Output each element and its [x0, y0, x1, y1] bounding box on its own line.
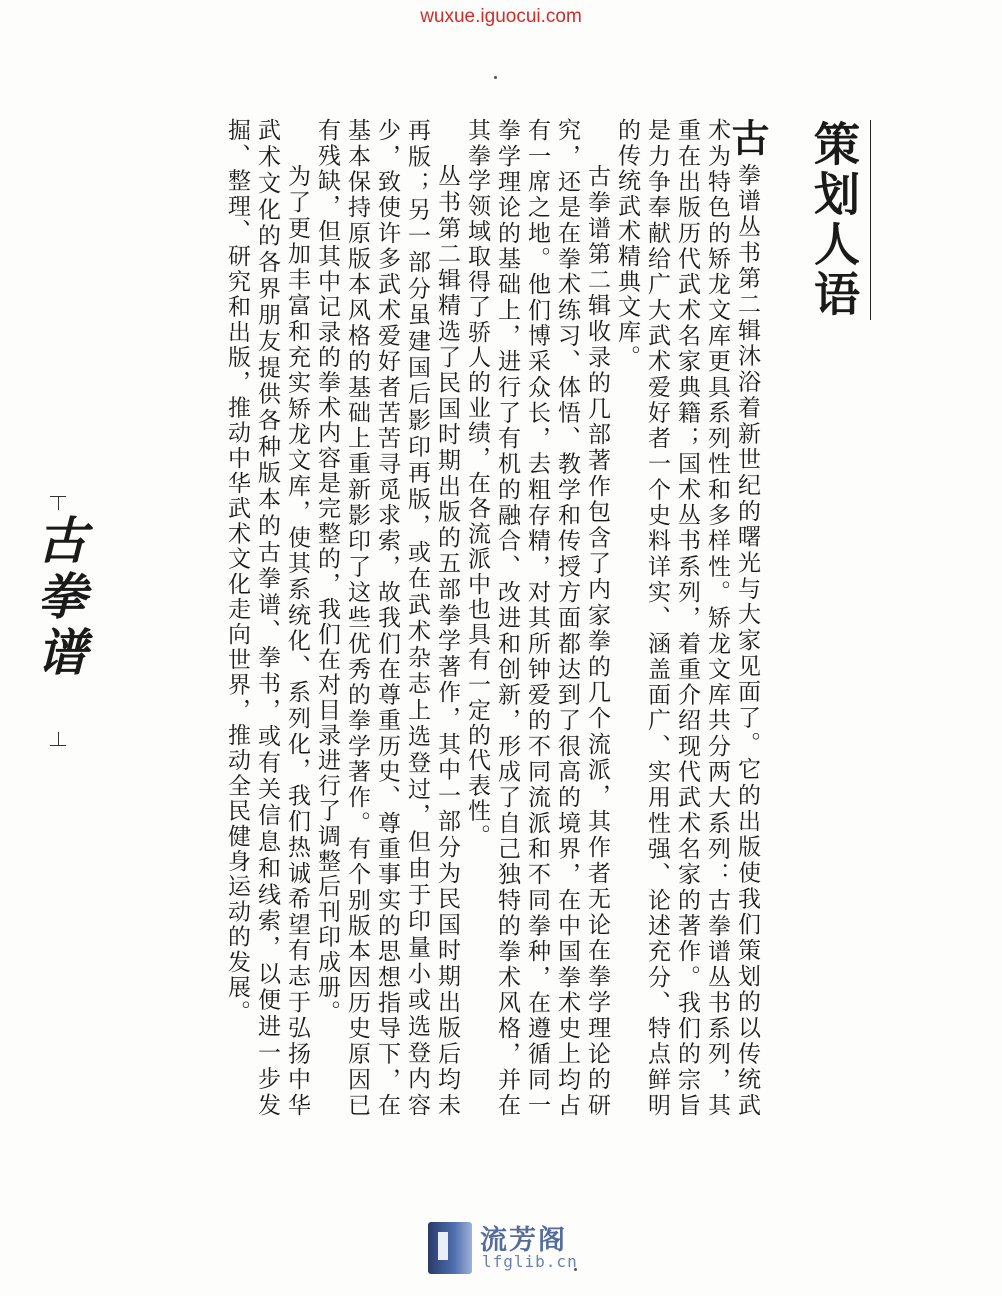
side-title-block: [28, 496, 88, 746]
paragraph-1-text: 拳谱丛书第二辑沐浴着新世纪的曙光与大家见面了。它的出版使我们策划的以传统武术为特色的矫龙文库更具系列性和多样性。矫龙文库共分两大系列：古拳谱丛书系列，其重在出版历代武术名家典籍；国术丛书系列，着重介绍现代武术名家的著作。我们的宗旨是力争奉献给广大武术爱好者一个史料详实、涵盖面广、实用性强、论述充分、特点鲜明的传统武术精典文库。: [614, 118, 760, 1118]
side-rule: [58, 496, 59, 510]
logo-domain: lfglib.cn: [482, 1252, 578, 1271]
side-rule-tick: [50, 745, 66, 746]
side-rule: [58, 732, 59, 746]
section-title-block: [800, 120, 871, 320]
logo-name: 流芳阁: [480, 1225, 567, 1256]
dropcap: 古: [725, 118, 770, 163]
scan-speck: [494, 76, 497, 79]
paragraph-2: 古拳谱第二辑收录的几部著作包含了内家拳的几个流派，其作者无论在拳学理论的研究，还是在拳术练习、体悟、教学和传授方面都达到了很高的境界，在中国拳术史上均占有一席之地。他们博采众长，去粗存精，对其所钟爱的不同流派和不同拳种，在遵循同一拳学理论的基础上，进行了有机的融合、改进和创新，形成了自己独特的拳术风格，并在其拳学领域取得了骄人的业绩，在各流派中也具有一定的代表性。: [464, 118, 610, 1118]
book-icon: [428, 1222, 472, 1274]
section-title: 策划人语: [807, 120, 861, 320]
paragraph-4: 为了更加丰富和充实矫龙文库，使其系统化、系列化，我们热诚希望有志于弘扬中华武术文化的各界朋友提供各种版本的古拳谱、拳书，或有关信息和线索，以便进一步发掘、整理、研究和出版，推动中华武术文化走向世界，推动全民健身运动的发展。: [224, 118, 310, 1118]
body-text: [122, 118, 770, 1118]
watermark-url: wuxue.iguocui.com: [420, 6, 582, 27]
library-logo: [428, 1218, 588, 1278]
paragraph-3: 丛书第二辑精选了民国时期出版的五部拳学著作，其中一部分为民国时期出版后均未再版；另一部分虽建国后影印再版，或在武术杂志上选登过，但由于印量小或选登内容少，致使许多武术爱好者苦苦寻觅求索，故我们在尊重历史、尊重事实的思想指导下，在基本保持原版本风格的基础上重新影印了这些优秀的拳学著作。有个别版本因历史原因已有残缺，但其中记录的拳术内容是完整的，我们在对目录进行了调整后刊印成册。: [314, 118, 460, 1118]
side-title: 古拳谱: [29, 514, 88, 682]
paragraph-1: [612, 118, 770, 1118]
